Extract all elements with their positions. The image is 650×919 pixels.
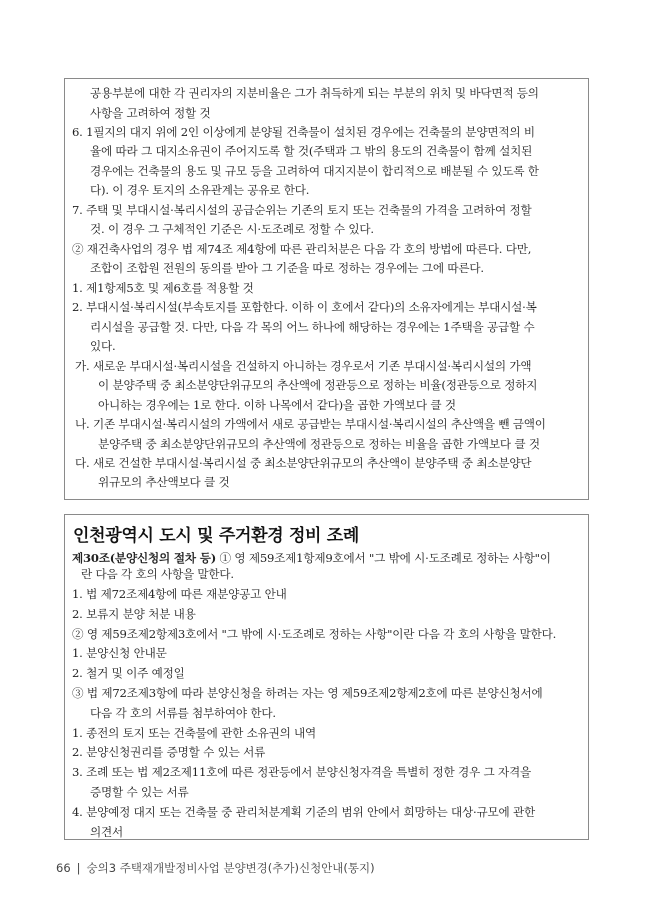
text-line: 나. 기존 부대시설·복리시설의 가액에서 새로 공급받는 부대시설·복리시설의 추산액을 뺀 금액이 bbox=[75, 417, 546, 431]
text-line: 다음 각 호의 서류를 첨부하여야 한다. bbox=[90, 706, 276, 720]
page-number: 66 bbox=[56, 861, 71, 875]
law-excerpt-box-2 bbox=[64, 514, 589, 840]
article-30-first-line bbox=[72, 551, 551, 566]
text-line: 1. 법 제72조제4항에 따른 재분양공고 안내 bbox=[72, 587, 287, 601]
text-line: 다. 새로 건설한 부대시설·복리시설 중 최소분양단위규모의 추산액이 분양주택 중 최소분양단 bbox=[75, 456, 532, 470]
article-text: ① 영 제59조제1항제9호에서 "그 밖에 시·도조례로 정하는 사항"이 bbox=[215, 551, 551, 565]
text-line: 7. 주택 및 부대시설·복리시설의 공급순위는 기존의 토지 또는 건축물의 가격을 고려하여 정할 bbox=[72, 203, 532, 217]
text-line: 란 다음 각 호의 사항을 말한다. bbox=[81, 567, 234, 581]
ordinance-title: 인천광역시 도시 및 주거환경 정비 조례 bbox=[73, 526, 360, 546]
text-line: 사항을 고려하여 정할 것 bbox=[90, 106, 211, 120]
text-line: 아니하는 경우에는 1로 한다. 이하 나목에서 같다)을 곱한 가액보다 클 것 bbox=[98, 398, 456, 412]
page-footer bbox=[56, 860, 375, 876]
text-line: 분양주택 중 최소분양단위규모의 추산액에 정관등으로 정하는 비율을 곱한 가액보다 클 것 bbox=[98, 437, 540, 451]
text-line: 다). 이 경우 토지의 소유관계는 공유로 한다. bbox=[90, 183, 310, 197]
text-line: 1. 제1항제5호 및 제6호를 적용할 것 bbox=[72, 281, 254, 295]
document-title: 숭의3 주택재개발정비사업 분양변경(추가)신청안내(통지) bbox=[86, 861, 375, 875]
text-line: 경우에는 건축물의 용도 및 규모 등을 고려하여 대지지분이 합리적으로 배분될 수 있도록 한 bbox=[90, 164, 539, 178]
text-line: 1. 분양신청 안내문 bbox=[72, 646, 167, 660]
text-line: ③ 법 제72조제3항에 따라 분양신청을 하려는 자는 영 제59조제2항제2호에 따른 분양신청서에 bbox=[72, 686, 543, 700]
text-line: 위규모의 추산액보다 클 것 bbox=[98, 475, 230, 489]
text-line: ② 영 제59조제2항제3호에서 "그 밖에 시·도조례로 정하는 사항"이란 다음 각 호의 사항을 말한다. bbox=[72, 627, 557, 641]
text-line: 있다. bbox=[90, 339, 116, 353]
text-line: 가. 새로운 부대시설·복리시설을 건설하지 아니하는 경우로서 기존 부대시설·복리시설의 가액 bbox=[75, 359, 532, 373]
article-heading: 제30조(분양신청의 절차 등) bbox=[72, 551, 216, 565]
text-line: 율에 따라 그 대지소유권이 주어지도록 할 것(주택과 그 밖의 용도의 건축물이 함께 설치된 bbox=[90, 144, 533, 158]
text-line: 리시설을 공급할 것. 다만, 다음 각 목의 어느 하나에 해당하는 경우에는 1주택을 공급할 수 bbox=[90, 320, 535, 334]
text-line: 증명할 수 있는 서류 bbox=[90, 785, 189, 799]
text-line: 2. 보류지 분양 처분 내용 bbox=[72, 607, 196, 621]
text-line: 2. 철거 및 이주 예정일 bbox=[72, 666, 185, 680]
text-line: 조합이 조합원 전원의 동의를 받아 그 기준을 따로 정하는 경우에는 그에 따른다. bbox=[90, 261, 484, 275]
text-line: 1. 종전의 토지 또는 건축물에 관한 소유권의 내역 bbox=[72, 726, 317, 740]
text-line: 이 분양주택 중 최소분양단위규모의 추산액에 정관등으로 정하는 비율(정관등으로 정하지 bbox=[98, 378, 538, 392]
text-line: 2. 분양신청권리를 증명할 수 있는 서류 bbox=[72, 745, 266, 759]
text-line: 6. 1필지의 대지 위에 2인 이상에게 분양될 건축물이 설치된 경우에는 건축물의 분양면적의 비 bbox=[72, 125, 535, 139]
text-line: ② 재건축사업의 경우 법 제74조 제4항에 따른 관리처분은 다음 각 호의 방법에 따른다. 다만, bbox=[72, 242, 532, 256]
text-line: 3. 조례 또는 법 제2조제11호에 따른 정관등에서 분양신청자격을 특별히 정한 경우 그 자격을 bbox=[72, 765, 532, 779]
text-line: 것. 이 경우 그 구체적인 기준은 시·도조례로 정할 수 있다. bbox=[90, 222, 374, 236]
text-line: 의견서 bbox=[90, 825, 123, 839]
text-line: 2. 부대시설·복리시설(부속토지를 포함한다. 이하 이 호에서 같다)의 소유자에게는 부대시설·복 bbox=[72, 300, 537, 314]
law-excerpt-box-1 bbox=[64, 78, 589, 500]
text-line: 공용부분에 대한 각 권리자의 지분비율은 그가 취득하게 되는 부분의 위치 및 바닥면적 등의 bbox=[90, 86, 539, 100]
text-line: 4. 분양예정 대지 또는 건축물 중 관리처분계획 기준의 범위 안에서 희망하는 대상·규모에 관한 bbox=[72, 805, 535, 819]
footer-separator: | bbox=[76, 861, 81, 875]
